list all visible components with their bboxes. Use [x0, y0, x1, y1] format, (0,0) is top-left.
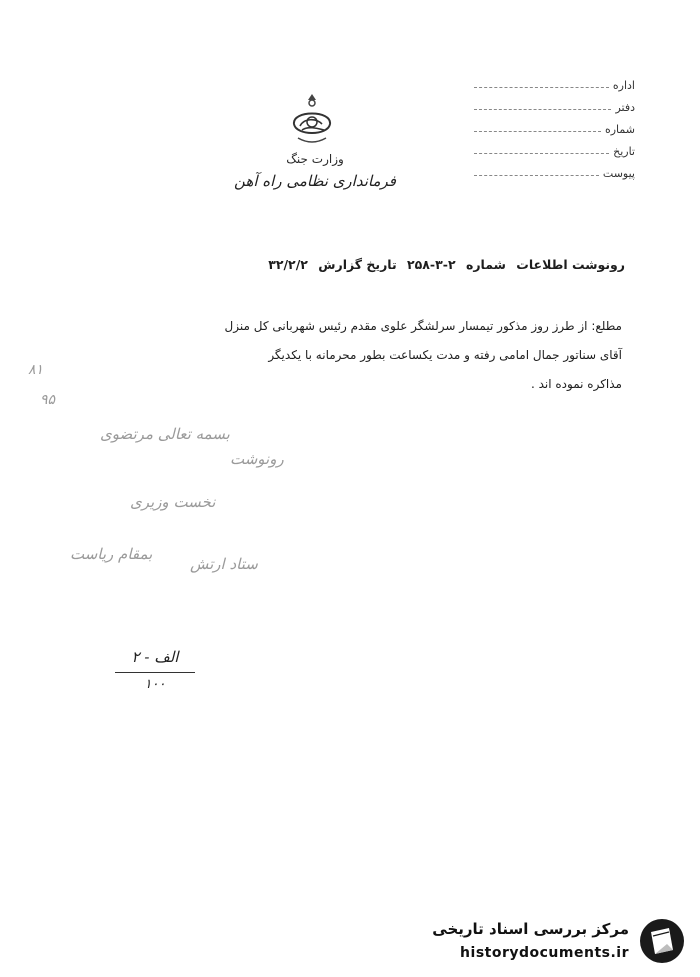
meta-label: اداره — [612, 79, 635, 92]
archive-code-bottom: ۱۰۰ — [144, 677, 166, 692]
handwritten-note: بسمه تعالی مرتضوی — [100, 425, 230, 443]
date-label: تاریخ گزارش — [318, 257, 397, 272]
report-body — [130, 312, 622, 399]
archive-divider — [115, 672, 195, 673]
body-line: مذاکره نموده اند . — [530, 377, 622, 391]
distribution-label: رونوشت اطلاعات — [516, 257, 625, 272]
body-line: مطلع: از طرز روز مذکور تیمسار سرلشگر علوی مقدم رئیس شهربانی کل منزل — [224, 319, 622, 333]
meta-row — [470, 92, 635, 114]
folded-page-logo-icon — [639, 918, 685, 964]
meta-label: دفتر — [615, 101, 635, 114]
handwritten-note: ۸۱ — [28, 362, 44, 378]
meta-line — [474, 86, 609, 88]
handwritten-note: ستاد ارتش — [190, 555, 258, 573]
date-value: ۳۲/۲/۲ — [268, 257, 308, 272]
body-line: آقای سناتور جمال امامی رفته و مدت یکساعت بطور محرمانه با یکدیگر — [268, 348, 622, 362]
report-header — [175, 257, 625, 272]
meta-block — [470, 70, 635, 180]
meta-line — [474, 174, 599, 176]
meta-line — [474, 108, 611, 110]
meta-row — [470, 70, 635, 92]
meta-line — [474, 152, 609, 154]
meta-label: شماره — [604, 123, 635, 136]
handwritten-note: ۹۵ — [40, 392, 56, 408]
emblem-icon — [282, 90, 342, 150]
office-name: فرمانداری نظامی راه آهن — [234, 172, 396, 190]
archive-code — [115, 648, 195, 692]
number-label: شماره — [465, 257, 506, 272]
handwritten-note: رونوشت — [230, 450, 284, 468]
meta-label: تاریخ — [613, 145, 635, 158]
letterhead — [200, 152, 430, 190]
watermark — [415, 916, 685, 972]
meta-row — [470, 136, 635, 158]
meta-label: پیوست — [602, 167, 635, 180]
meta-row — [470, 114, 635, 136]
handwritten-note: بمقام ریاست — [70, 545, 153, 563]
meta-line — [474, 130, 601, 132]
watermark-url: historydocuments.ir — [460, 945, 629, 961]
ministry-name: وزارت جنگ — [286, 152, 344, 166]
watermark-title: مرکز بررسی اسناد تاریخی — [432, 920, 629, 938]
archive-code-top: الف - ۲ — [131, 648, 179, 666]
number-value: ۲-۳-۲۵۸ — [407, 257, 456, 272]
handwritten-note: نخست وزیری — [130, 493, 216, 511]
meta-row — [470, 158, 635, 180]
